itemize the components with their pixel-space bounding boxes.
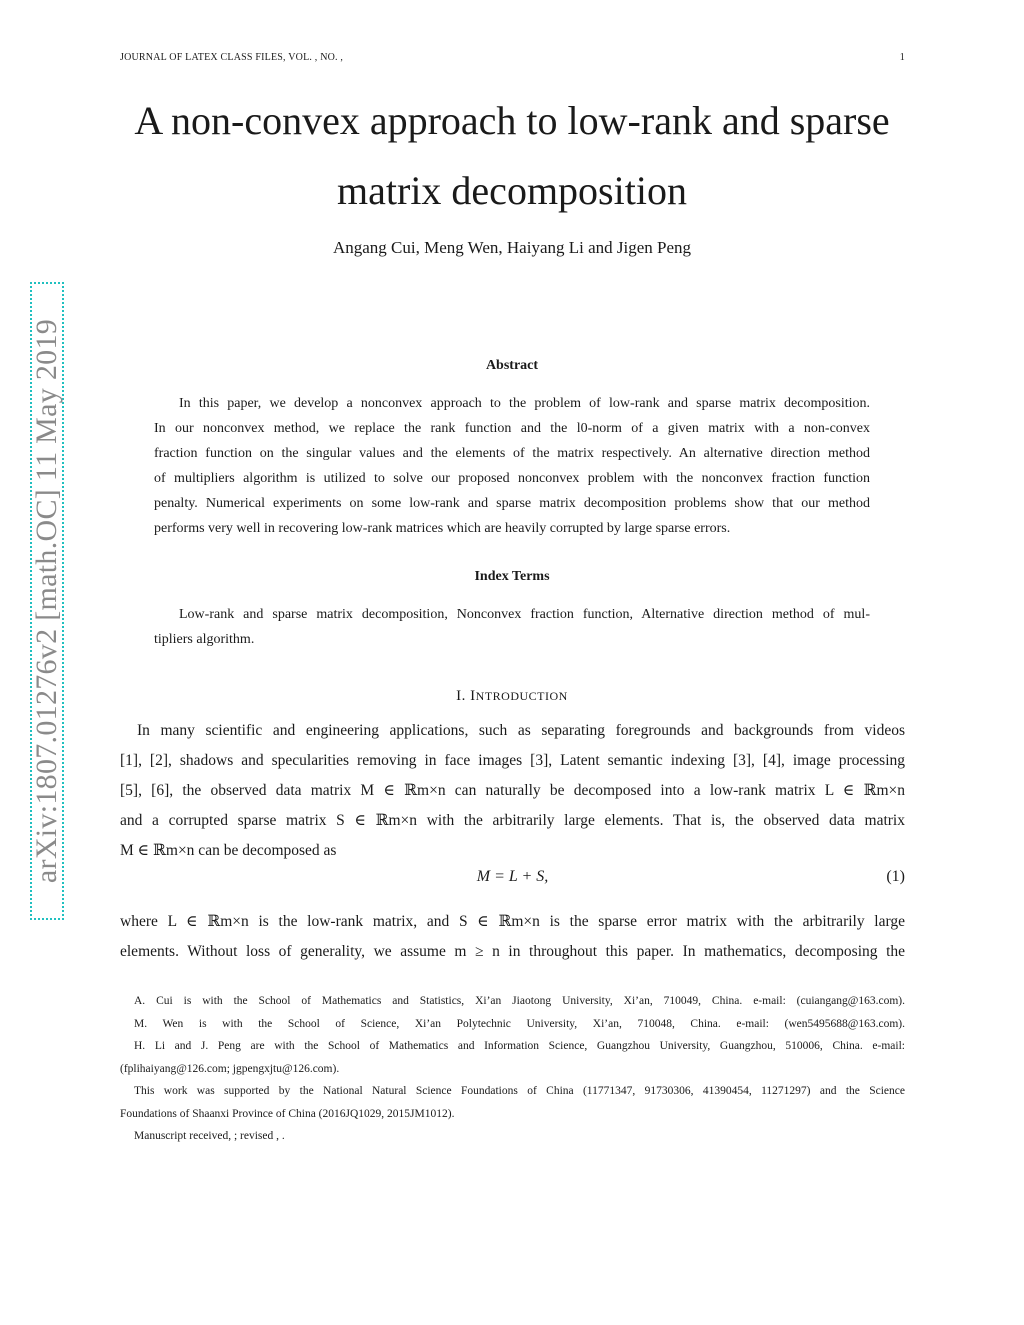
abstract-body [154, 391, 870, 541]
footnotes [120, 990, 905, 1148]
body-line: and a corrupted sparse matrix S ∈ ℝm×n with the arbitrarily large elements. That is, the observed data matrix [120, 812, 905, 829]
equation-1 [120, 868, 905, 896]
abstract-line: penalty. Numerical experiments on some low-rank and sparse matrix decomposition problems show that our method [154, 496, 870, 511]
abstract-heading: Abstract [485, 358, 539, 373]
section-heading [0, 688, 1024, 705]
section-title-rest: NTRODUCTION [475, 689, 568, 703]
body-line: [1], [2], shadows and specularities removing in face images [3], Latent semantic indexing [3], [4], image processing [120, 752, 905, 769]
body-line: In many scientific and engineering applications, such as separating foregrounds and backgrounds from videos [137, 722, 905, 739]
footnote-line: M. Wen is with the School of Science, Xi’an Polytechnic University, Xi’an, 710048, China. e-mail: (wen5495688@163.com). [134, 1017, 905, 1030]
journal-name: JOURNAL OF LATEX CLASS FILES, VOL. , NO. , [120, 52, 344, 63]
arxiv-stamp-text: arXiv:1807.01276v2 [math.OC] 11 May 2019 [30, 318, 63, 884]
footnote-line: Foundations of Shaanxi Province of China (2016JQ1029, 2015JM1012). [120, 1107, 455, 1120]
arxiv-stamp [30, 282, 64, 920]
body-line: where L ∈ ℝm×n is the low-rank matrix, and S ∈ ℝm×n is the sparse error matrix with the arbitrarily large [120, 913, 905, 930]
paper-title-line-2: matrix decomposition [337, 168, 687, 213]
page-number: 1 [899, 52, 905, 63]
index-terms-line: Low-rank and sparse matrix decomposition, Nonconvex fraction function, Alternative direction method of mul- [179, 607, 870, 622]
abstract-line: In our nonconvex method, we replace the rank function and the l0-norm of a given matrix with a non-convex [154, 421, 870, 436]
footnote-line: (fplihaiyang@126.com; jgpengxjtu@126.com). [120, 1062, 340, 1075]
index-terms-heading: Index Terms [474, 569, 550, 584]
abstract-line: In this paper, we develop a nonconvex approach to the problem of low-rank and sparse matrix decomposition. [179, 396, 870, 411]
paper-title-line-1: A non-convex approach to low-rank and sparse [134, 98, 890, 143]
body-paragraph-continued [120, 907, 905, 967]
equation-expression: M = L + S, [476, 868, 549, 885]
body-line: M ∈ ℝm×n can be decomposed as [120, 842, 337, 859]
author-list: Angang Cui, Meng Wen, Haiyang Li and Jigen Peng [332, 238, 692, 257]
footnote-line: A. Cui is with the School of Mathematics and Statistics, Xi’an Jiaotong University, Xi’an, 710049, China. e-mail: (cuiangang@163.com). [134, 995, 905, 1007]
footnote-line: This work was supported by the National Natural Science Foundations of China (11771347, 91730306, 41390454, 11271297) and the Science [134, 1085, 905, 1097]
body-line: [5], [6], the observed data matrix M ∈ ℝm×n can naturally be decomposed into a low-rank matrix L ∈ ℝm×n [120, 782, 905, 799]
footnote-line: H. Li and J. Peng are with the School of Mathematics and Information Science, Guangzhou University, Guangzhou, 510006, China. e-mail: [134, 1040, 905, 1052]
abstract-line: fraction function on the singular values and the elements of the matrix respectively. An alternative direction method [154, 446, 870, 461]
abstract-line: performs very well in recovering low-rank matrices which are heavily corrupted by large sparse errors. [154, 521, 731, 536]
introduction-paragraph [120, 716, 905, 866]
body-line: elements. Without loss of generality, we assume m ≥ n in throughout this paper. In mathematics, decomposing the [120, 943, 905, 960]
footnote-line: Manuscript received, ; revised , . [134, 1130, 285, 1142]
section-title-initial: I [470, 688, 476, 704]
index-terms-line: tipliers algorithm. [154, 632, 255, 647]
abstract-line: of multipliers algorithm is utilized to solve our proposed nonconvex problem with the nonconvex fraction function [154, 471, 870, 486]
equation-number: (1) [886, 868, 905, 885]
section-number: I. [456, 688, 466, 704]
index-terms-body [154, 602, 870, 652]
